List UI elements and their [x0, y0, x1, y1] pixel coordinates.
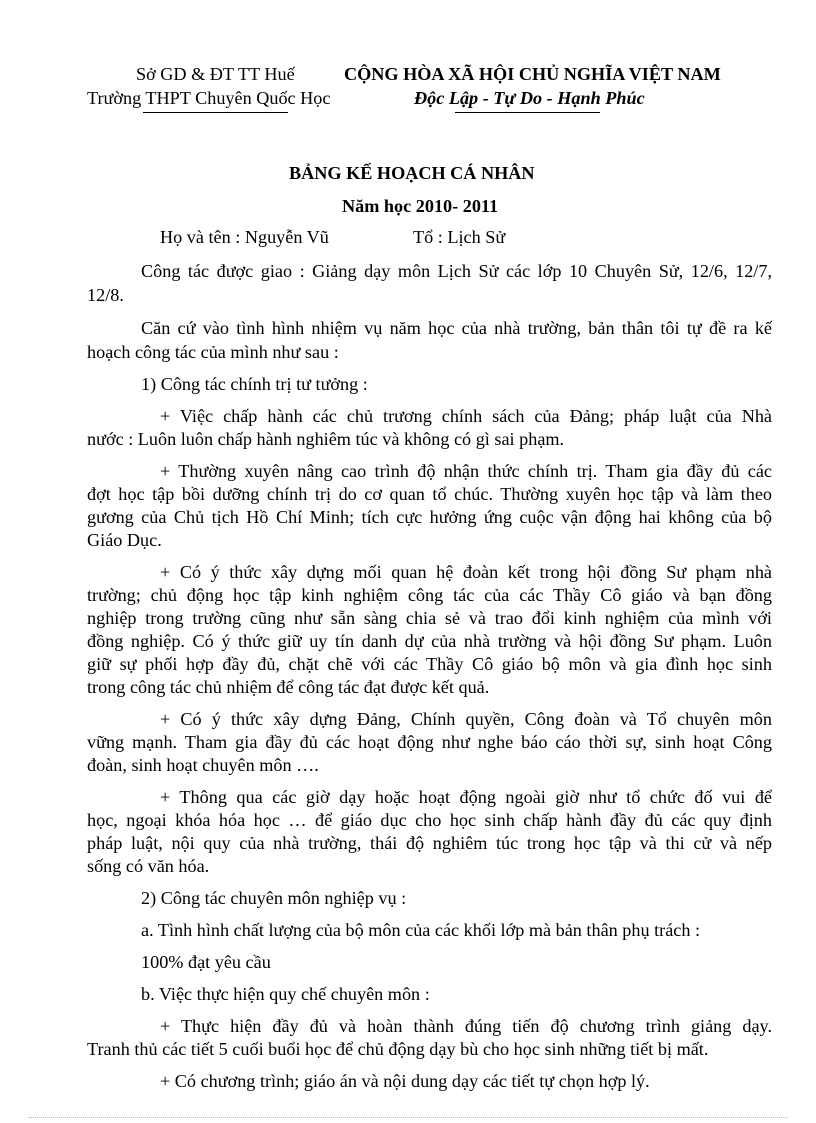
p5-line-4: sống có văn hóa.: [87, 856, 210, 876]
motto-underline: [455, 112, 600, 113]
p5-line-3: pháp luật, nội quy của nhà trường, thái độ nghiêm túc trong học tập và thi cử và nếp: [87, 833, 772, 853]
p6-line-2: Tranh thủ các tiết 5 cuối buổi học để chủ động dạy bù cho học sinh những tiết bị mất.: [87, 1039, 709, 1059]
school-underline: [143, 112, 288, 113]
school-year: Năm học 2010- 2011: [342, 196, 499, 216]
p5-line-1: + Thông qua các giờ dạy hoặc hoạt động ngoài giờ như tổ chức đố vui để: [160, 787, 772, 807]
motto: Độc Lập - Tự Do - Hạnh Phúc: [414, 88, 645, 108]
section-2-heading: 2) Công tác chuyên môn nghiệp vụ :: [141, 888, 407, 908]
school-name: Trường THPT Chuyên Quốc Học: [87, 88, 331, 108]
page-bottom-border: [28, 1117, 788, 1118]
section-2a-heading: a. Tình hình chất lượng của bộ môn của các khối lớp mà bản thân phụ trách :: [141, 920, 701, 940]
p7-line-1: + Có chương trình; giáo án và nội dung dạy các tiết tự chọn hợp lý.: [160, 1071, 650, 1091]
p3-line-4: đồng nghiệp. Có ý thức giữ uy tín danh dự của nhà trường và hội đồng Sư phạm. Luôn: [87, 631, 772, 651]
assignment-line-2: 12/8.: [87, 285, 124, 305]
p3-line-2: trường; chủ động học tập kinh nghiệm công tác của các Thầy Cô giáo và bạn đồng: [87, 585, 772, 605]
basis-line-2: hoạch công tác của mình như sau :: [87, 342, 339, 362]
p2-line-3: gương của Chủ tịch Hồ Chí Minh; tích cực hưởng ứng cuộc vận động hai không của bộ: [87, 507, 772, 527]
document-title: BẢNG KẾ HOẠCH CÁ NHÂN: [289, 163, 535, 183]
p4-line-1: + Có ý thức xây dựng Đảng, Chính quyền, Công đoàn và Tổ chuyên môn: [160, 709, 772, 729]
section-1-heading: 1) Công tác chính trị tư tưởng :: [141, 374, 368, 394]
full-name: Họ và tên : Nguyễn Vũ: [160, 227, 329, 247]
p3-line-5: giữ sự phối hợp đầy đủ, chặt chẽ với các Thầy Cô giáo bộ môn và gia đình học sinh: [87, 654, 772, 674]
assignment-line-1: Công tác được giao : Giảng dạy môn Lịch Sử các lớp 10 Chuyên Sử, 12/6, 12/7,: [141, 261, 772, 281]
section-2b-heading: b. Việc thực hiện quy chế chuyên môn :: [141, 984, 430, 1004]
p2-line-2: đợt học tập bồi dưỡng chính trị do cơ quan tổ chúc. Thường xuyên học tập và làm theo: [87, 484, 772, 504]
p5-line-2: học, ngoại khóa hóa học … để giáo dục cho học sinh chấp hành đầy đủ các quy định: [87, 810, 772, 830]
p4-line-2: vững mạnh. Tham gia đầy đủ các hoạt động như nghe báo cáo thời sự, sinh hoạt Công: [87, 732, 772, 752]
basis-line-1: Căn cứ vào tình hình nhiệm vụ năm học của nhà trường, bản thân tôi tự đề ra kế: [141, 318, 772, 338]
country-name: CỘNG HÒA XÃ HỘI CHỦ NGHĨA VIỆT NAM: [344, 64, 721, 84]
p1-line-1: + Việc chấp hành các chủ trương chính sách của Đảng; pháp luật của Nhà: [160, 406, 772, 426]
section-2a-value: 100% đạt yêu cầu: [141, 952, 271, 972]
p1-line-2: nước : Luôn luôn chấp hành nghiêm túc và không có gì sai phạm.: [87, 429, 565, 449]
p6-line-1: + Thực hiện đầy đủ và hoàn thành đúng tiến độ chương trình giảng dạy.: [160, 1016, 772, 1036]
dept-name: Sở GD & ĐT TT Huế: [136, 64, 295, 84]
p2-line-1: + Thường xuyên nâng cao trình độ nhận thức chính trị. Tham gia đầy đủ các: [160, 461, 772, 481]
p3-line-1: + Có ý thức xây dựng mối quan hệ đoàn kết trong hội đồng Sư phạm nhà: [160, 562, 772, 582]
p3-line-3: nghiệp trong trường cũng như sẵn sàng chia sẻ và trao đổi kinh nghiệm của mình với: [87, 608, 772, 628]
group: Tổ : Lịch Sử: [413, 227, 506, 247]
p4-line-3: đoàn, sinh hoạt chuyên môn ….: [87, 755, 319, 775]
p2-line-4: Giáo Dục.: [87, 530, 162, 550]
p3-line-6: trong công tác chủ nhiệm để công tác đạt được kết quả.: [87, 677, 490, 697]
